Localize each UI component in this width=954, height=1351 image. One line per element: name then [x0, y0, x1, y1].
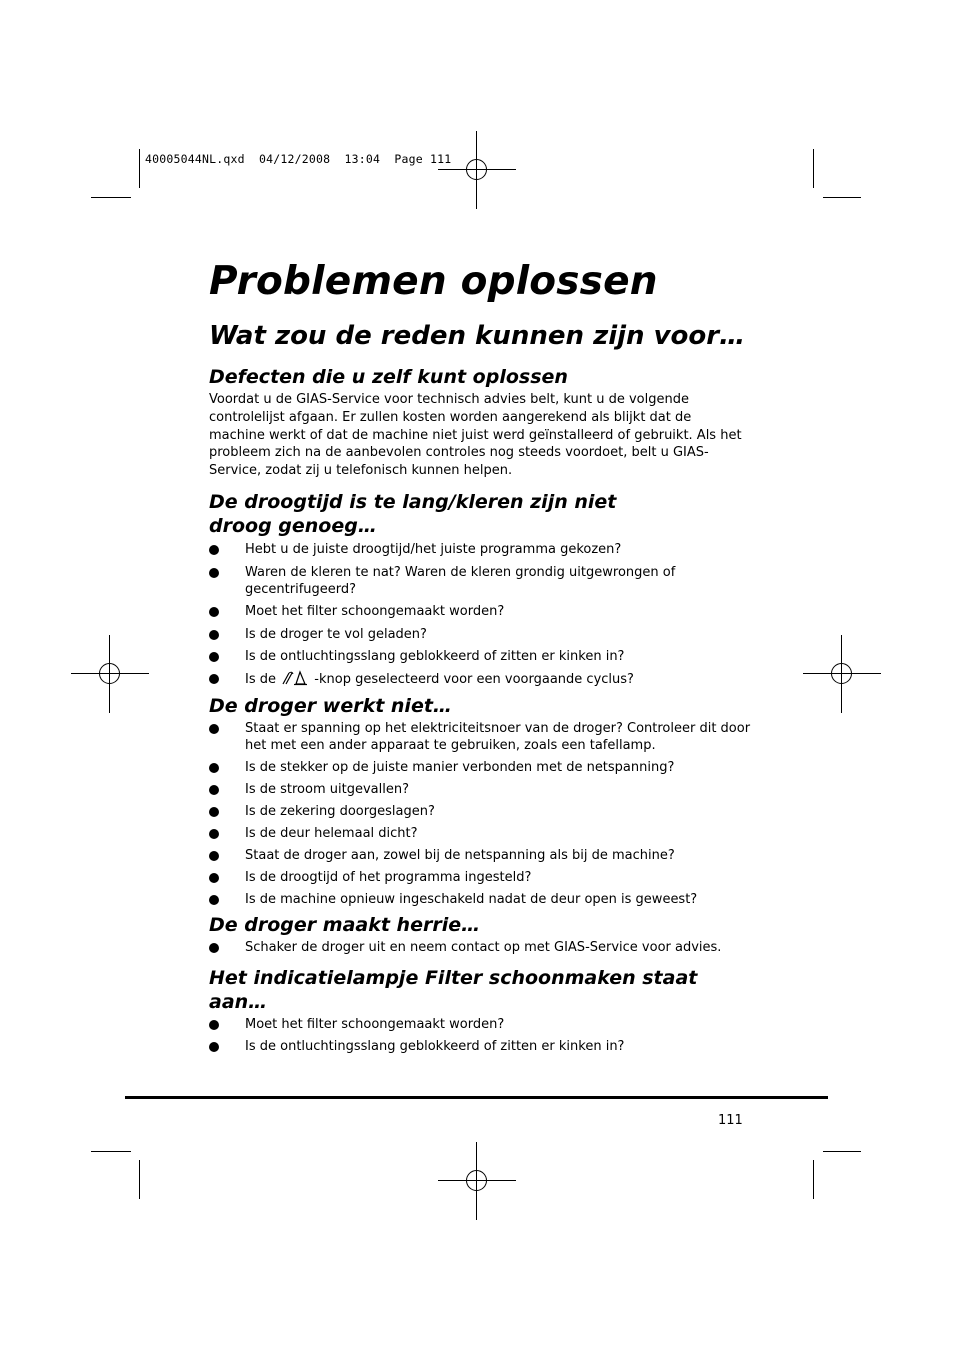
crop-mark: [139, 1160, 140, 1199]
list-item: Is de ontluchtingsslang geblokkeerd of zitten er kinken in?: [209, 648, 754, 665]
crop-mark: [813, 1160, 814, 1199]
checklist: [209, 1016, 754, 1055]
list-item: Is de machine opnieuw ingeschakeld nadat de deur open is geweest?: [209, 891, 754, 908]
bullet-icon: [209, 829, 219, 839]
bullet-icon: [209, 545, 219, 555]
file-slug: 40005044NL.qxd 04/12/2008 13:04 Page 111: [145, 152, 452, 166]
checklist: [209, 939, 754, 956]
section-heading: Defecten die u zelf kunt oplossen: [209, 366, 568, 388]
checklist: [209, 541, 754, 688]
bullet-icon: [209, 785, 219, 795]
list-item: Moet het filter schoongemaakt worden?: [209, 603, 754, 620]
bullet-icon: [209, 724, 219, 734]
bullet-icon: [209, 674, 219, 684]
list-item: Schaker de droger uit en neem contact op met GIAS-Service voor advies.: [209, 939, 754, 956]
section-heading: Het indicatielampje Filter schoonmaken staat aan…: [209, 966, 698, 1013]
list-item: Is de droogtijd of het programma ingesteld?: [209, 869, 754, 886]
list-item: Is de zekering doorgeslagen?: [209, 803, 754, 820]
bullet-icon: [209, 851, 219, 861]
section-heading: De droogtijd is te lang/kleren zijn niet droog genoeg…: [209, 490, 617, 537]
bullet-icon: [209, 807, 219, 817]
checklist: [209, 720, 754, 908]
list-item: Is de ontluchtingsslang geblokkeerd of zitten er kinken in?: [209, 1038, 754, 1055]
section-heading: De droger maakt herrie…: [209, 913, 481, 936]
list-item: Staat de droger aan, zowel bij de netspanning als bij de machine?: [209, 847, 754, 864]
footer-rule: [125, 1096, 828, 1099]
crop-mark: [91, 1151, 131, 1152]
list-item: Is de stekker op de juiste manier verbonden met de netspanning?: [209, 759, 754, 776]
page-title: Problemen oplossen: [209, 259, 658, 304]
list-item: Is de deur helemaal dicht?: [209, 825, 754, 842]
registration-mark-bottom: [438, 1142, 516, 1220]
bullet-icon: [209, 943, 219, 953]
bullet-icon: [209, 630, 219, 640]
page-number: 111: [718, 1113, 743, 1128]
registration-mark-right: [803, 635, 881, 713]
list-item: Hebt u de juiste droogtijd/het juiste programma gekozen?: [209, 541, 754, 558]
section-heading: De droger werkt niet…: [209, 694, 452, 717]
list-item: Is de droger te vol geladen?: [209, 626, 754, 643]
list-item: Moet het filter schoongemaakt worden?: [209, 1016, 754, 1033]
list-item: Staat er spanning op het elektriciteitsnoer van de droger? Controleer dit door het met een ander apparaat te gebruiken, zoals een tafellamp.: [209, 720, 754, 754]
bullet-icon: [209, 568, 219, 578]
page-content: [209, 255, 754, 1055]
crop-mark: [139, 149, 140, 188]
list-item: Is de -knop geselecteerd voor een voorgaande cyclus?: [209, 670, 754, 688]
list-item: Is de stroom uitgevallen?: [209, 781, 754, 798]
bullet-icon: [209, 873, 219, 883]
bullet-icon: [209, 607, 219, 617]
bullet-icon: [209, 1042, 219, 1052]
crop-mark: [91, 197, 131, 198]
bullet-icon: [209, 652, 219, 662]
crop-mark: [823, 1151, 861, 1152]
delicate-iron-icon: [280, 670, 310, 686]
page-subtitle: Wat zou de reden kunnen zijn voor…: [209, 321, 746, 351]
crop-mark: [823, 197, 861, 198]
registration-mark-top: [438, 131, 516, 209]
bullet-icon: [209, 763, 219, 773]
bullet-icon: [209, 1020, 219, 1030]
bullet-icon: [209, 895, 219, 905]
registration-mark-left: [71, 635, 149, 713]
intro-paragraph: Voordat u de GIAS-Service voor technisch advies belt, kunt u de volgende controlelijst afgaan. Er zullen kosten worden aangerekend als blijkt dat de machine werkt of dat de machine niet juist werd geïnstalleerd of gebruikt. Als het probleem zich na de aanbevolen controles nog steeds voordoet, belt u GIAS-Service, zodat zij u telefonisch kunnen helpen.: [209, 392, 742, 479]
crop-mark: [813, 149, 814, 188]
list-item: Waren de kleren te nat? Waren de kleren grondig uitgewrongen of gecentrifugeerd?: [209, 564, 754, 598]
